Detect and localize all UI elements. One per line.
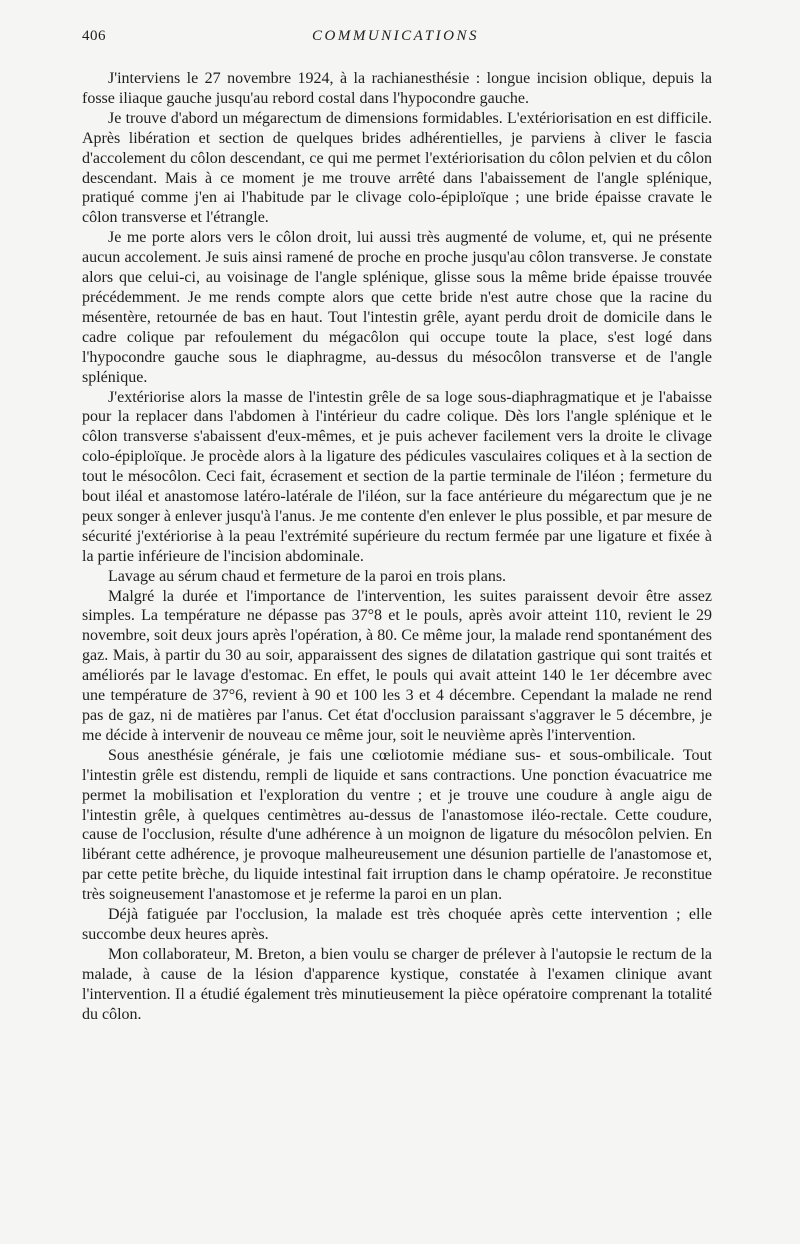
page-number: 406 <box>82 28 106 44</box>
paragraph: Déjà fatiguée par l'occlusion, la malade est très choquée après cette intervention ; elle succombe deux heures après. <box>82 906 712 943</box>
paragraph: J'extériorise alors la masse de l'intestin grêle de sa loge sous-diaphragmatique et je l'abaisse pour la replacer dans l'abdomen à l'intérieur du cadre colique. Dès lors l'angle splénique et le côlon transverse s'abaissent d'eux-mêmes, et je puis achever facilement vers la droite le clivage colo-épiploïque. Je procède alors à la ligature des pédicules vasculaires coliques et à la section de tout le mésocôlon. Ceci fait, écrasement et section de la partie terminale de l'iléon ; fermeture du bout iléal et anastomose latéro-latérale de l'iléon, sur la face antérieure du mégarectum que je ne peux songer à enlever jusqu'à l'anus. Je me contente d'en enlever le plus possible, et par mesure de sécurité j'extériorise à la peau l'extrémité supérieure du rectum fermée par une ligature et fixée à la partie inférieure de l'incision abdominale. <box>82 388 712 565</box>
paragraph: Sous anesthésie générale, je fais une cœliotomie médiane sus- et sous-ombilicale. Tout l'intestin grêle est distendu, rempli de liquide et sans contractions. Une ponction évacuatrice me permet la mobilisation et l'exploration du ventre ; et je trouve une coudure à angle aigu de l'intestin grêle, à quelques centimètres au-dessus de l'anastomose iléo-rectale. Cette coudure, cause de l'occlusion, résulte d'une adhérence à un moignon de ligature du mésocôlon pelvien. En libérant cette adhérence, je provoque malheureusement une désunion partielle de l'anastomose et, par cette petite brèche, du liquide intestinal fait irruption dans le champ opératoire. Je reconstitue très soigneusement l'anastomose et je referme la paroi en un plan. <box>82 746 712 904</box>
paragraph: Lavage au sérum chaud et fermeture de la paroi en trois plans. <box>108 567 507 585</box>
paragraph: Je trouve d'abord un mégarectum de dimensions formidables. L'extériorisation en est difficile. Après libération et section de quelques brides adhérentielles, je parviens à cliver le fascia d'accolement du côlon descendant, ce qui me permet l'extériorisation du côlon pelvien et du côlon descendant. Mais à ce moment je me trouve arrêté dans l'abaissement de l'angle splénique, pratiqué comme j'en ai l'habitude par le clivage colo-épiploïque ; une bride épaisse cravate le côlon transverse et l'étrangle. <box>82 109 712 227</box>
paragraph: Je me porte alors vers le côlon droit, lui aussi très augmenté de volume, et, qui ne présente aucun accolement. Je suis ainsi ramené de proche en proche jusqu'au côlon transverse. Je constate alors que celui-ci, au voisinage de l'angle splénique, glisse sous la même bride épaisse trouvée précédemment. Je me rends compte alors que cette bride n'est autre chose que la racine du mésentère, retournée de bas en haut. Tout l'intestin grêle, ayant perdu droit de domicile dans le cadre colique par refoulement du mégacôlon qui occupe toute la place, s'est logé dans l'hypocondre gauche sous le diaphragme, au-dessus du mésocôlon transverse et de l'angle splénique. <box>82 229 712 386</box>
paragraph: Mon collaborateur, M. Breton, a bien voulu se charger de prélever à l'autopsie le rectum de la malade, à cause de la lésion d'apparence kystique, constatée à l'examen clinique avant l'intervention. Il a étudié également très minutieusement la pièce opératoire comprenant la totalité du côlon. <box>82 945 712 1023</box>
paragraph: Malgré la durée et l'importance de l'intervention, les suites paraissent devoir être assez simples. La température ne dépasse pas 37°8 et le pouls, après avoir atteint 110, revient le 29 novembre, soit deux jours après l'opération, à 80. Ce même jour, la malade rend spontanément des gaz. Mais, à partir du 30 au soir, apparaissent des signes de dilatation gastrique qui sont traités et améliorés par le lavage d'estomac. En effet, le pouls qui avait atteint 140 le 1er décembre avec une température de 37°6, revient à 90 et 100 les 3 et 4 décembre. Cependant la malade ne rend pas de gaz, ni de matières par l'anus. Cet état d'occlusion paraissant s'aggraver le 5 décembre, je me décide à intervenir de nouveau ce même jour, soit le neuvième après l'intervention. <box>82 587 712 744</box>
page-header <box>82 28 712 50</box>
body-text <box>82 69 712 1025</box>
running-head: COMMUNICATIONS <box>312 28 479 44</box>
paragraph: J'interviens le 27 novembre 1924, à la rachianesthésie : longue incision oblique, depuis la fosse iliaque gauche jusqu'au rebord costal dans l'hypocondre gauche. <box>82 70 712 107</box>
